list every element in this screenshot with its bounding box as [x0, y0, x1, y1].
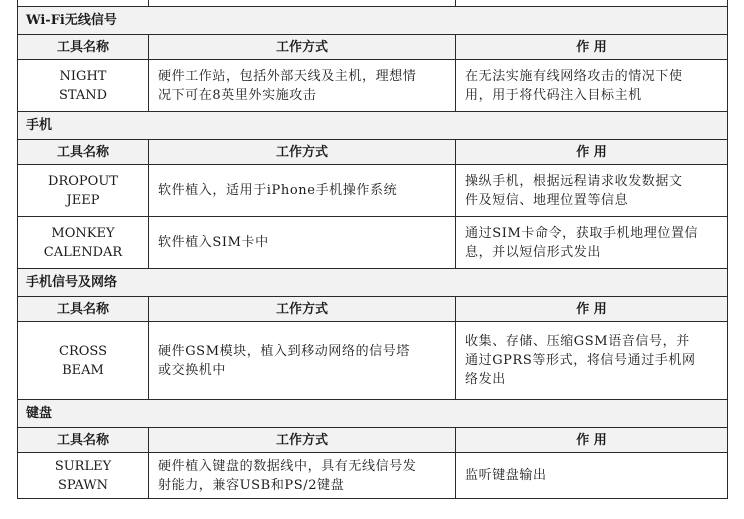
tool-table — [17, 0, 728, 499]
tool-name-line: BEAM — [62, 362, 104, 378]
tool-name-cell — [18, 322, 149, 400]
column-header-use: 作 用 — [456, 428, 728, 453]
mode-line: 或交换机中 — [158, 362, 227, 378]
mode-cell — [149, 165, 456, 217]
column-header-use: 作 用 — [456, 140, 728, 165]
table-row — [18, 217, 728, 269]
table-row — [18, 322, 728, 400]
use-cell — [456, 60, 728, 112]
mode-line: 软件植入，适用于iPhone手机操作系统 — [158, 183, 398, 198]
tool-name-line: DROPOUT — [48, 173, 118, 189]
use-line: 件及短信、地理位置等信息 — [465, 192, 629, 208]
mode-line: 硬件植入键盘的数据线中，具有无线信号发 — [158, 458, 417, 474]
use-cell — [456, 165, 728, 217]
mode-cell — [149, 217, 456, 269]
mode-line: 硬件GSM模块，植入到移动网络的信号塔 — [158, 343, 411, 359]
use-line: 在无法实施有线网络攻击的情况下使 — [465, 68, 683, 84]
use-line: 息，并以短信形式发出 — [465, 244, 602, 260]
tool-name-line: CALENDAR — [43, 244, 123, 260]
table-row — [18, 453, 728, 499]
section-title: 手机信号及网络 — [18, 269, 728, 297]
table-row — [18, 165, 728, 217]
section-row-wifi — [18, 7, 728, 35]
tool-name-cell — [18, 165, 149, 217]
tool-name-line: MONKEY — [51, 225, 115, 241]
section-title: 键盘 — [18, 400, 728, 428]
column-header-tool: 工具名称 — [18, 140, 149, 165]
tool-name-line: SURLEY — [54, 458, 112, 474]
use-line: 监听键盘输出 — [465, 468, 547, 483]
use-line: 通过SIM卡命令，获取手机地理位置信 — [465, 225, 699, 241]
use-cell — [456, 453, 728, 499]
tool-name-cell — [18, 453, 149, 499]
mode-line: 硬件工作站，包括外部天线及主机，理想情 — [158, 68, 417, 84]
section-title: Wi-Fi无线信号 — [18, 7, 728, 35]
column-header-use: 作 用 — [456, 35, 728, 60]
tool-name-line: CROSS — [59, 343, 107, 359]
use-line: 收集、存储、压缩GSM语音信号，并 — [465, 334, 690, 349]
section-row-network — [18, 269, 728, 297]
column-header-row — [18, 35, 728, 60]
mode-line: 软件植入SIM卡中 — [158, 235, 269, 250]
column-header-row — [18, 140, 728, 165]
use-line: 通过GPRS等形式，将信号通过手机网 — [465, 353, 696, 368]
column-header-mode: 工作方式 — [149, 35, 456, 60]
tool-name-line: JEEP — [66, 192, 100, 208]
tool-name-cell — [18, 217, 149, 269]
use-line: 用，用于将代码注入目标主机 — [465, 87, 642, 103]
column-header-use: 作 用 — [456, 297, 728, 322]
mode-cell — [149, 60, 456, 112]
column-header-mode: 工作方式 — [149, 428, 456, 453]
use-line: 络发出 — [465, 372, 506, 387]
section-row-keyboard — [18, 400, 728, 428]
section-title: 手机 — [18, 112, 728, 140]
column-header-tool: 工具名称 — [18, 297, 149, 322]
column-header-mode: 工作方式 — [149, 297, 456, 322]
column-header-row — [18, 428, 728, 453]
column-header-row — [18, 297, 728, 322]
use-line: 操纵手机，根据远程请求收发数据文 — [465, 173, 683, 189]
tool-name-line: STAND — [58, 87, 108, 103]
section-row-phone — [18, 112, 728, 140]
column-header-tool: 工具名称 — [18, 35, 149, 60]
table-row — [18, 60, 728, 112]
use-cell — [456, 217, 728, 269]
mode-line: 射能力，兼容USB和PS/2键盘 — [158, 477, 345, 493]
tool-name-line: SPAWN — [57, 477, 109, 493]
use-cell — [456, 322, 728, 400]
mode-cell — [149, 453, 456, 499]
tool-name-cell — [18, 60, 149, 112]
mode-cell — [149, 322, 456, 400]
tool-name-line: NIGHT — [59, 68, 107, 84]
column-header-tool: 工具名称 — [18, 428, 149, 453]
column-header-mode: 工作方式 — [149, 140, 456, 165]
mode-line: 况下可在8英里外实施攻击 — [158, 87, 317, 103]
